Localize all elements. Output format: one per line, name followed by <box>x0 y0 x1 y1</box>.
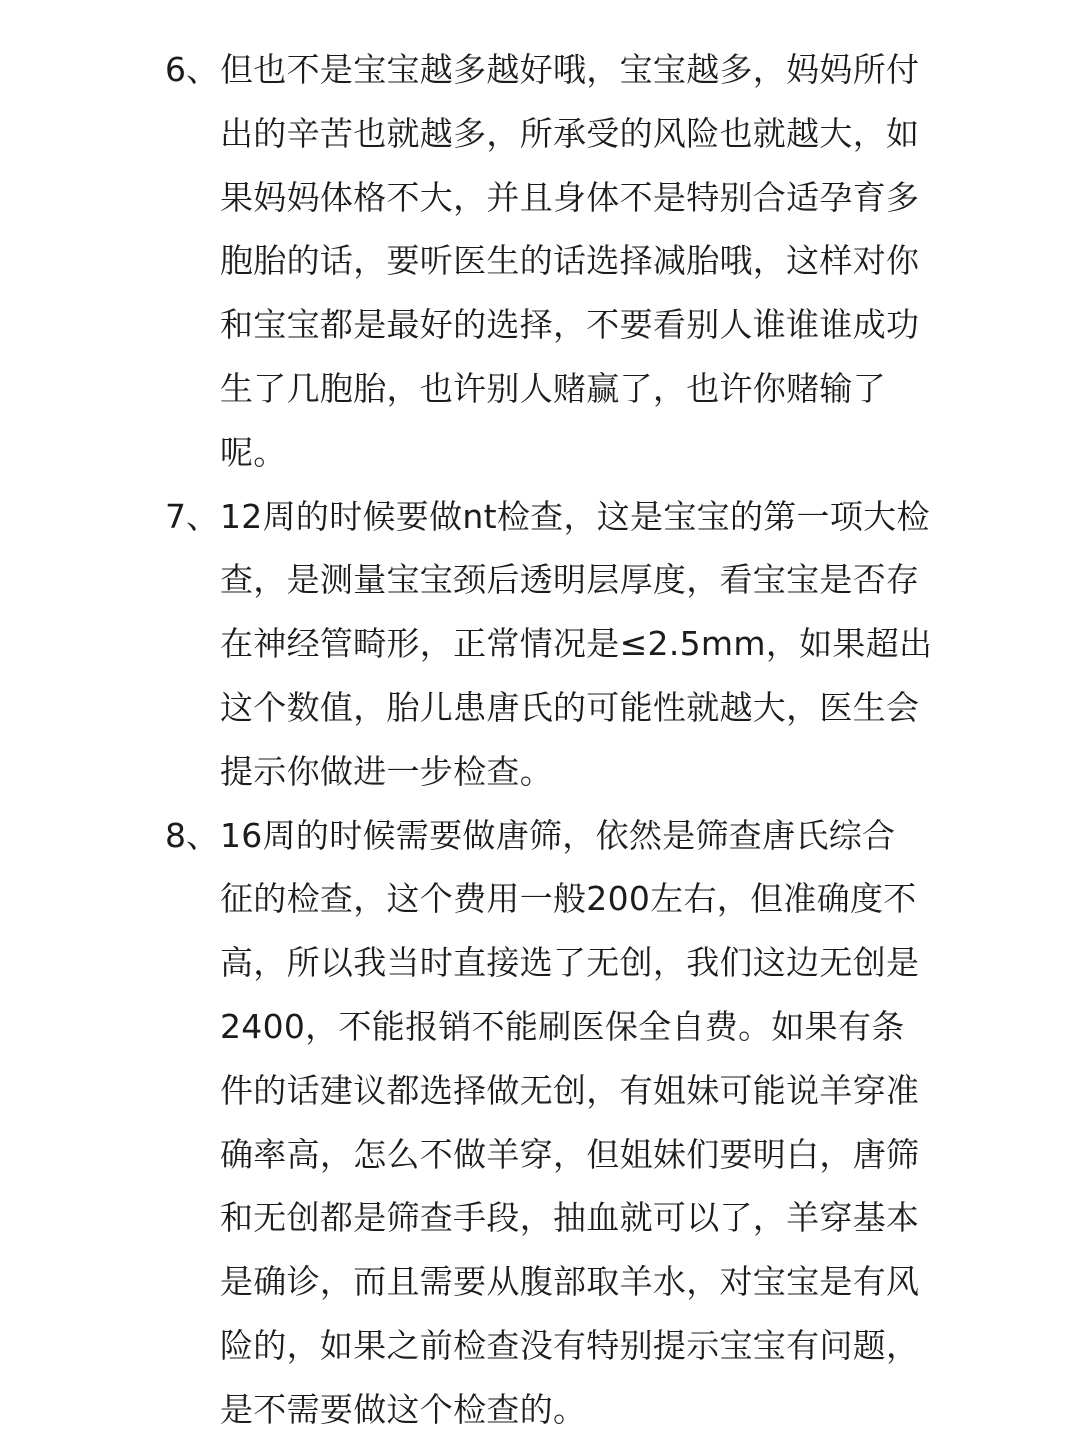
item-text-line: 险的，如果之前检查没有特别提示宝宝有问题， <box>220 1325 920 1365</box>
item-text-line: 2400，不能报销不能刷医保全自费。如果有条 <box>220 1006 905 1046</box>
item-number: 8、 <box>165 815 219 855</box>
item-text-line: 呢。 <box>220 432 287 472</box>
item-text-line: 出的辛苦也就越多，所承受的风险也就越大，如 <box>220 113 920 153</box>
document-body <box>165 38 955 1442</box>
item-text-line: 是确诊，而且需要从腹部取羊水，对宝宝是有风 <box>220 1262 920 1302</box>
item-text-line: 高，所以我当时直接选了无创，我们这边无创是 <box>220 943 920 983</box>
item-text-line: 胞胎的话，要听医生的话选择减胎哦，这样对你 <box>220 241 920 281</box>
item-text-line: 在神经管畸形，正常情况是≤2.5mm，如果超出 <box>220 624 933 664</box>
item-number: 6、 <box>165 50 219 89</box>
item-text-line: 征的检查，这个费用一般200左右，但准确度不 <box>220 879 917 919</box>
item-text-line: 查，是测量宝宝颈后透明层厚度，看宝宝是否存 <box>220 560 920 600</box>
item-text-line: 16周的时候需要做唐筛，依然是筛查唐氏综合 <box>220 815 896 855</box>
item-text-line: 提示你做进一步检查。 <box>220 751 553 791</box>
item-text-line: 是不需要做这个检查的。 <box>220 1389 587 1429</box>
list-item <box>165 804 955 1442</box>
item-text-line: 确率高，怎么不做羊穿，但姐妹们要明白，唐筛 <box>220 1134 920 1174</box>
list-item <box>165 38 955 485</box>
item-number: 7、 <box>165 496 219 536</box>
item-text-line: 12周的时候要做nt检查，这是宝宝的第一项大检 <box>220 496 930 536</box>
item-text-line: 和无创都是筛查手段，抽血就可以了，羊穿基本 <box>220 1198 920 1238</box>
item-text-line: 和宝宝都是最好的选择，不要看别人谁谁谁成功 <box>220 305 920 345</box>
item-text-line: 生了几胞胎，也许别人赌赢了，也许你赌输了 <box>220 368 886 408</box>
item-text-line: 但也不是宝宝越多越好哦，宝宝越多，妈妈所付 <box>220 50 920 89</box>
item-text-line: 件的话建议都选择做无创，有姐妹可能说羊穿准 <box>220 1070 920 1110</box>
item-text-line: 果妈妈体格不大，并且身体不是特别合适孕育多 <box>220 177 920 217</box>
item-text-line: 这个数值，胎儿患唐氏的可能性就越大，医生会 <box>220 687 920 727</box>
list-item <box>165 485 955 804</box>
